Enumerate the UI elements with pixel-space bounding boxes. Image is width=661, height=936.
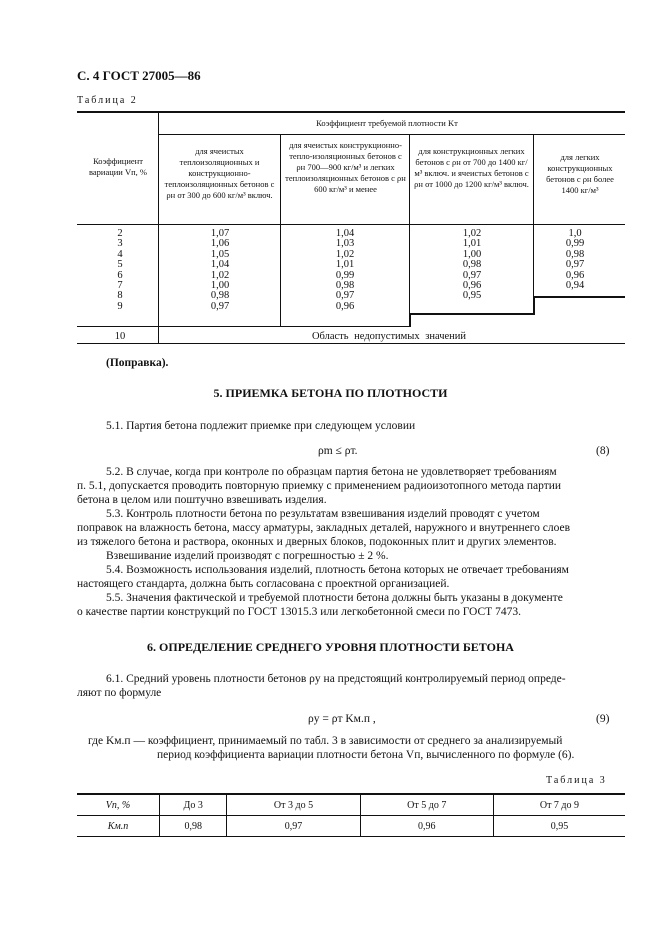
table-cell: 0,97 <box>227 816 360 837</box>
table2-col2-header: для ячеистых конструкционно-тепло-изоляционных бетонов с ρн 700—900 кг/м³ и легких теплоизоляционных бетонов с ρн 600 кг/м³ и менее <box>285 140 406 194</box>
table-cell: 0,97 <box>462 269 482 281</box>
table2-col0-header: Коэффициент вариации Vп, % <box>88 156 148 177</box>
table-cell: 6 <box>117 269 123 281</box>
table-cell: 0,96 <box>462 279 482 291</box>
table2-caption: Таблица 2 <box>77 95 138 106</box>
table-cell: 5 <box>117 259 123 271</box>
formula-9: ρу = ρт Kм.п , <box>308 713 376 725</box>
table-cell: 0,96 <box>335 300 355 312</box>
section5-p2-line: бетона в целом или поштучно взвешивать изделия. <box>77 494 327 506</box>
table2-bottom-rule <box>77 343 625 344</box>
table2-col3-header: для конструкционных легких бетонов с ρн от 700 до 1400 кг/м³ включ. и ячеистых бетонов с ρн от 1000 до 1200 кг/м³ включ. <box>414 146 529 189</box>
table-cell: 1,02 <box>335 248 355 260</box>
section5-p5-line: 5.4. Возможность использования изделий, плотность бетона которых не отвечает требованиям <box>106 564 569 576</box>
table-cell: 0,96 <box>360 816 493 837</box>
table2-step-line <box>409 313 411 327</box>
table-cell: 1,03 <box>335 238 355 250</box>
table-cell: 0,99 <box>565 238 585 250</box>
table-cell: 0,97 <box>335 290 355 302</box>
section6-title: 6. ОПРЕДЕЛЕНИЕ СРЕДНЕГО УРОВНЯ ПЛОТНОСТИ БЕТОНА <box>147 640 514 654</box>
table3-caption: Таблица 3 <box>546 775 607 786</box>
section5-p6-line: о качестве партии конструкций по ГОСТ 13015.3 или легкобетонной смеси по ГОСТ 7473. <box>77 606 521 618</box>
table-cell: До 3 <box>160 794 227 816</box>
table-cell: 1,00 <box>462 248 482 260</box>
table-cell: 0,98 <box>565 248 585 260</box>
table2-divider <box>158 111 159 343</box>
formula-8: ρm ≤ ρт. <box>318 445 358 457</box>
table-cell: 0,98 <box>160 816 227 837</box>
table-cell: 0,98 <box>210 290 230 302</box>
table2-last-row-text: Область недопустимых значений <box>311 331 467 342</box>
table-cell: 0,99 <box>335 269 355 281</box>
table-cell: 1,07 <box>210 228 230 239</box>
table-cell: 0,97 <box>565 259 585 271</box>
table2-column-4 <box>555 229 595 291</box>
table-cell: 0,97 <box>210 300 230 312</box>
table2-divider <box>77 224 625 225</box>
table-row <box>77 816 625 837</box>
table-cell: 0,94 <box>565 279 585 291</box>
table-cell: Vп, % <box>77 794 160 816</box>
table2-col4-header: для легких конструкционных бетонов с ρн более 1400 кг/м³ <box>546 152 614 195</box>
table-cell: 0,96 <box>565 269 585 281</box>
table-cell: 0,98 <box>335 279 355 291</box>
table-cell: 3 <box>117 238 123 250</box>
correction-note: (Поправка). <box>106 357 169 369</box>
table-cell: Kм.п <box>77 816 160 837</box>
table2-divider <box>533 134 534 297</box>
table2-column-1 <box>200 229 240 312</box>
table2-step-line <box>533 296 535 315</box>
table2-column-3 <box>452 229 492 302</box>
table-cell: 1,04 <box>335 228 355 239</box>
section5-p2-line: п. 5.1, допускается проводить повторную приемку с применением радиоизотопного метода партии <box>77 480 562 492</box>
table-cell: 0,95 <box>462 290 482 302</box>
table2-divider <box>409 134 410 326</box>
section5-p1: 5.1. Партия бетона подлежит приемке при следующем условии <box>106 420 416 432</box>
table-cell: 1,0 <box>568 228 582 239</box>
section5-title: 5. ПРИЕМКА БЕТОНА ПО ПЛОТНОСТИ <box>213 386 448 400</box>
table-cell: От 5 до 7 <box>360 794 493 816</box>
table-cell: 1,00 <box>210 279 230 291</box>
table-cell: 1,02 <box>210 269 230 281</box>
table2-last-row-label: 10 <box>114 331 126 342</box>
table-cell: 0,95 <box>493 816 625 837</box>
formula-8-number: (8) <box>596 445 610 457</box>
table-cell: 9 <box>117 300 123 312</box>
table-cell: 0,98 <box>462 259 482 271</box>
table-cell: От 3 до 5 <box>227 794 360 816</box>
table-cell: 1,02 <box>462 228 482 239</box>
table2-column-2 <box>325 229 365 312</box>
table-cell: 1,06 <box>210 238 230 250</box>
table-cell: 1,05 <box>210 248 230 260</box>
table2-col1-header: для ячеистых теплоизоляционных и конструкционно-теплоизоляционных бетонов с ρн от 300 до 600 кг/м³ включ. <box>164 146 275 200</box>
table-row <box>77 794 625 816</box>
section5-p3-line: поправок на влажность бетона, массу арматуры, закладных деталей, наружного и внутреннего слоев <box>77 522 571 534</box>
formula-9-number: (9) <box>596 713 610 725</box>
where-line: период коэффициента вариации плотности бетона Vп, вычисленного по формуле (6). <box>157 749 575 761</box>
table-cell: 1,01 <box>462 238 482 250</box>
table2-divider <box>77 326 409 327</box>
section5-p4: Взвешивание изделий производят с погрешностью ± 2 %. <box>106 550 389 562</box>
table-cell: 2 <box>117 228 123 239</box>
table2-divider <box>158 134 625 135</box>
section6-p1-line: ляют по формуле <box>77 687 162 699</box>
table-cell: 4 <box>117 248 123 260</box>
section5-p5-line: настоящего стандарта, должна быть согласована с проектной организацией. <box>77 578 450 590</box>
table2-top-rule <box>77 111 625 113</box>
table-cell: От 7 до 9 <box>493 794 625 816</box>
section6-p1-line: 6.1. Средний уровень плотности бетонов ρу на предстоящий контролируемый период опреде- <box>106 673 566 685</box>
table-cell: 1,01 <box>335 259 355 271</box>
section5-p3-line: 5.3. Контроль плотности бетона по результатам взвешивания изделий проводят с учетом <box>106 508 540 520</box>
page-header: С. 4 ГОСТ 27005—86 <box>77 68 201 83</box>
section5-p3-line: из тяжелого бетона и раствора, оконных и дверных блоков, подоконных плит и других элементов. <box>77 536 557 548</box>
where-line: где Kм.п — коэффициент, принимаемый по табл. 3 в зависимости от среднего за анализируемый <box>88 735 563 747</box>
table2-variation-column <box>100 229 140 312</box>
table2-group-header: Коэффициент требуемой плотности Kт <box>316 118 458 128</box>
table2-step-line <box>409 313 533 315</box>
table2-divider <box>280 134 281 326</box>
section5-p2-line: 5.2. В случае, когда при контроле по образцам партия бетона не удовлетворяет требованиям <box>106 466 557 478</box>
table2-step-line <box>533 296 625 298</box>
table3 <box>77 793 625 837</box>
section5-p6-line: 5.5. Значения фактической и требуемой плотности бетона должны быть указаны в документе <box>106 592 563 604</box>
table-cell: 7 <box>117 279 123 291</box>
table-cell: 1,04 <box>210 259 230 271</box>
table-cell: 8 <box>117 290 123 302</box>
